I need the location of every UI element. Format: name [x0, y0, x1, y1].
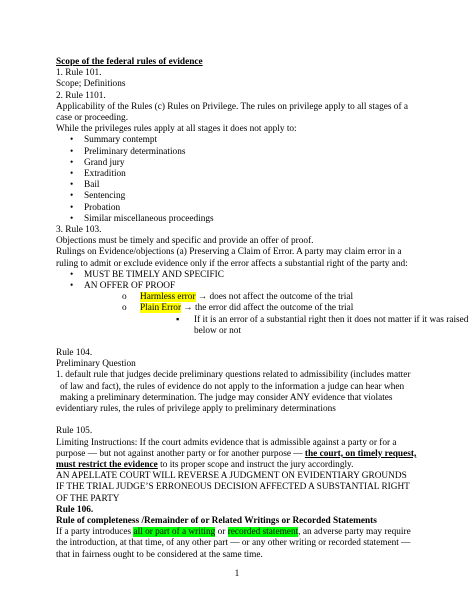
default-rule-line-4: evidentiary rules, the rules of privilege apply to preliminary determinations	[56, 404, 336, 415]
rule-101-heading: 1. Rule 101.	[56, 68, 102, 79]
rule-103-heading: 3. Rule 103.	[56, 225, 102, 236]
limiting-line-1: Limiting Instructions: If the court admits evidence that is admissible against a party or for a	[56, 437, 397, 448]
rule-105-heading: Rule 105.	[56, 426, 93, 437]
list-item-substantial-right	[56, 314, 469, 337]
rule-104-heading: Rule 104.	[56, 348, 93, 359]
completeness-text: , an adverse party may require	[298, 527, 411, 538]
highlighted-harmless-error: Harmless error	[140, 292, 196, 303]
document-body	[56, 57, 469, 561]
limiting-text: to its proper scope and instruct the jury accordingly.	[157, 459, 354, 470]
privilege-exceptions-intro: While the privileges rules apply at all stages it does not apply to:	[56, 124, 297, 135]
appellate-line-2: IF THE TRIAL JUDGE’S ERRONEOUS DECISION AFFECTED A SUBSTANTIAL RIGHT	[56, 482, 410, 493]
completeness-line-2: the introduction, at that time, of any other part — or any other writing or recorded statement —	[56, 538, 411, 549]
page-number: 1	[234, 569, 240, 579]
substantial-right-line-2: below or not	[194, 325, 241, 336]
sub-bullet-marker: o	[122, 303, 127, 314]
list-item: • Summary contempt	[56, 135, 428, 146]
list-item: • Extradition	[56, 169, 428, 180]
rulings-line-2: ruling to admit or exclude evidence only if the error affects a substantial right of the party and:	[56, 258, 408, 269]
preservation-requirements-list	[56, 269, 469, 337]
default-rule-line-2: of law and fact), the rules of evidence do not apply to the information a judge can hear when	[60, 381, 405, 392]
list-item-harmless-error	[56, 292, 428, 303]
rule-106-heading: Rule 106.	[56, 504, 94, 515]
highlighted-recorded-statement: recorded statement	[227, 527, 299, 538]
limiting-line-2	[56, 449, 428, 460]
rule-1101-heading: 2. Rule 1101.	[56, 90, 106, 101]
list-item-plain-error	[56, 303, 428, 314]
list-item: • Bail	[56, 180, 428, 191]
list-item: • Preliminary determinations	[56, 147, 428, 158]
list-item: • AN OFFER OF PROOF	[56, 281, 428, 292]
limiting-line-3	[56, 460, 428, 471]
limiting-text: purpose — but not against another party or for another purpose —	[56, 448, 305, 459]
applicability-line-2: case or proceeding.	[56, 113, 129, 124]
preliminary-question-heading: Preliminary Question	[56, 359, 136, 370]
document-title: Scope of the federal rules of evidence	[56, 57, 203, 67]
substantial-right-line-1: ▪ If it is an error of a substantial right then it does not matter if it was raised	[194, 314, 469, 325]
list-item: • Similar miscellaneous proceedings	[56, 214, 428, 225]
sub-bullet-marker: o	[122, 292, 127, 303]
completeness-text: or	[215, 527, 228, 538]
completeness-line-3: that in fairness ought to be considered at the same time.	[56, 549, 263, 560]
list-item: • Sentencing	[56, 191, 428, 202]
rule-106-title: Rule of completeness /Remainder of or Related Writings or Recorded Statements	[56, 515, 377, 526]
rulings-line-1: Rulings on Evidence/objections (a) Preserving a Claim of Error. A party may claim error in a	[56, 247, 402, 258]
default-rule-line-3: making a preliminary determination. The judge may consider ANY evidence that violates	[60, 392, 393, 403]
highlighted-writing: all or part of a writing	[133, 527, 216, 538]
highlighted-plain-error: Plain Error	[140, 303, 182, 314]
spacer	[56, 415, 428, 426]
spacer	[56, 337, 428, 348]
limiting-emphasis: the court, on timely request,	[304, 448, 417, 459]
limiting-emphasis: must restrict the evidence	[56, 459, 158, 470]
list-item: • Probation	[56, 203, 428, 214]
default-rule-line-1: 1. default rule that judges decide preliminary questions related to admissibility (includes matter	[56, 370, 411, 381]
privilege-exceptions-list	[56, 135, 428, 225]
completeness-line-1	[56, 527, 428, 538]
plain-error-text: → the error did affect the outcome of the trial	[181, 303, 354, 314]
list-item: • MUST BE TIMELY AND SPECIFIC	[56, 270, 428, 281]
appellate-line-3: OF THE PARTY	[56, 493, 120, 504]
harmless-error-text: → does not affect the outcome of the trial	[195, 292, 354, 303]
completeness-text: If a party introduces	[56, 527, 134, 538]
appellate-line-1: AN APELLATE COURT WILL REVERSE A JUDGMENT ON EVIDENTIARY GROUNDS	[56, 471, 407, 482]
objections-text: Objections must be timely and specific and provide an offer of proof.	[56, 236, 314, 247]
scope-definitions: Scope; Definitions	[56, 79, 126, 90]
applicability-line-1: Applicability of the Rules (c) Rules on Privilege. The rules on privilege apply to all stages of a	[56, 101, 408, 112]
list-item: • Grand jury	[56, 158, 428, 169]
